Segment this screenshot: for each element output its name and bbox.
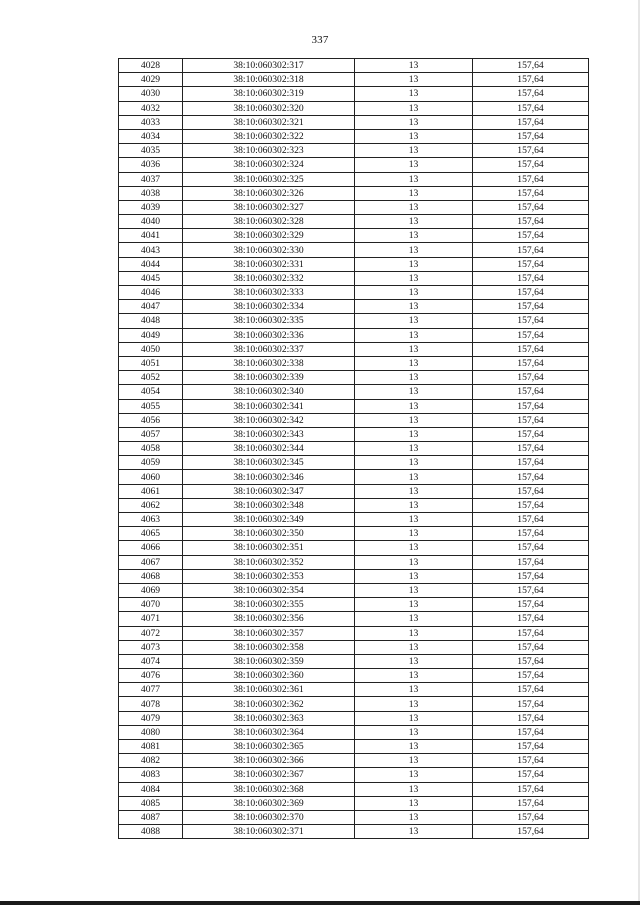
- table-row: [119, 129, 589, 143]
- value-cell: 157,64: [473, 356, 589, 370]
- value-cell: 157,64: [473, 101, 589, 115]
- value-cell: 157,64: [473, 385, 589, 399]
- row-number-cell: 4066: [119, 541, 183, 555]
- scan-bottom-band: [0, 901, 640, 905]
- table-row: [119, 711, 589, 725]
- value-cell: 157,64: [473, 583, 589, 597]
- cadastral-number-cell: 38:10:060302:347: [183, 484, 355, 498]
- row-number-cell: 4059: [119, 456, 183, 470]
- table-row: [119, 413, 589, 427]
- cadastral-number-cell: 38:10:060302:357: [183, 626, 355, 640]
- count-cell: 13: [355, 782, 473, 796]
- value-cell: 157,64: [473, 73, 589, 87]
- count-cell: 13: [355, 172, 473, 186]
- count-cell: 13: [355, 200, 473, 214]
- row-number-cell: 4035: [119, 144, 183, 158]
- table-row: [119, 725, 589, 739]
- table-row: [119, 825, 589, 839]
- cadastral-number-cell: 38:10:060302:362: [183, 697, 355, 711]
- cadastral-number-cell: 38:10:060302:342: [183, 413, 355, 427]
- cadastral-number-cell: 38:10:060302:319: [183, 87, 355, 101]
- count-cell: 13: [355, 356, 473, 370]
- cadastral-number-cell: 38:10:060302:345: [183, 456, 355, 470]
- value-cell: 157,64: [473, 427, 589, 441]
- value-cell: 157,64: [473, 513, 589, 527]
- value-cell: 157,64: [473, 271, 589, 285]
- cadastral-number-cell: 38:10:060302:339: [183, 371, 355, 385]
- table-row: [119, 186, 589, 200]
- cadastral-number-cell: 38:10:060302:356: [183, 612, 355, 626]
- value-cell: 157,64: [473, 626, 589, 640]
- table-row: [119, 669, 589, 683]
- table-row: [119, 385, 589, 399]
- value-cell: 157,64: [473, 782, 589, 796]
- value-cell: 157,64: [473, 498, 589, 512]
- count-cell: 13: [355, 342, 473, 356]
- row-number-cell: 4050: [119, 342, 183, 356]
- table-row: [119, 683, 589, 697]
- cadastral-number-cell: 38:10:060302:350: [183, 527, 355, 541]
- row-number-cell: 4085: [119, 796, 183, 810]
- count-cell: 13: [355, 683, 473, 697]
- table-row: [119, 215, 589, 229]
- cadastral-number-cell: 38:10:060302:371: [183, 825, 355, 839]
- table-row: [119, 555, 589, 569]
- table-row: [119, 399, 589, 413]
- value-cell: 157,64: [473, 754, 589, 768]
- count-cell: 13: [355, 527, 473, 541]
- cadastral-number-cell: 38:10:060302:327: [183, 200, 355, 214]
- value-cell: 157,64: [473, 711, 589, 725]
- table-row: [119, 314, 589, 328]
- row-number-cell: 4058: [119, 442, 183, 456]
- row-number-cell: 4032: [119, 101, 183, 115]
- value-cell: 157,64: [473, 115, 589, 129]
- cadastral-number-cell: 38:10:060302:318: [183, 73, 355, 87]
- row-number-cell: 4057: [119, 427, 183, 441]
- count-cell: 13: [355, 59, 473, 73]
- table-row: [119, 286, 589, 300]
- count-cell: 13: [355, 470, 473, 484]
- cadastral-number-cell: 38:10:060302:348: [183, 498, 355, 512]
- table-row: [119, 243, 589, 257]
- row-number-cell: 4052: [119, 371, 183, 385]
- value-cell: 157,64: [473, 484, 589, 498]
- row-number-cell: 4051: [119, 356, 183, 370]
- row-number-cell: 4036: [119, 158, 183, 172]
- value-cell: 157,64: [473, 796, 589, 810]
- value-cell: 157,64: [473, 555, 589, 569]
- cadastral-number-cell: 38:10:060302:352: [183, 555, 355, 569]
- parcel-table-body: [119, 59, 589, 839]
- table-row: [119, 342, 589, 356]
- cadastral-number-cell: 38:10:060302:341: [183, 399, 355, 413]
- cadastral-number-cell: 38:10:060302:323: [183, 144, 355, 158]
- table-row: [119, 371, 589, 385]
- value-cell: 157,64: [473, 59, 589, 73]
- cadastral-number-cell: 38:10:060302:359: [183, 654, 355, 668]
- value-cell: 157,64: [473, 569, 589, 583]
- cadastral-number-cell: 38:10:060302:358: [183, 640, 355, 654]
- cadastral-number-cell: 38:10:060302:344: [183, 442, 355, 456]
- cadastral-number-cell: 38:10:060302:340: [183, 385, 355, 399]
- row-number-cell: 4038: [119, 186, 183, 200]
- count-cell: 13: [355, 513, 473, 527]
- table-row: [119, 569, 589, 583]
- value-cell: 157,64: [473, 810, 589, 824]
- value-cell: 157,64: [473, 683, 589, 697]
- table-row: [119, 456, 589, 470]
- table-row: [119, 612, 589, 626]
- count-cell: 13: [355, 825, 473, 839]
- table-row: [119, 527, 589, 541]
- count-cell: 13: [355, 626, 473, 640]
- count-cell: 13: [355, 144, 473, 158]
- value-cell: 157,64: [473, 456, 589, 470]
- table-row: [119, 498, 589, 512]
- value-cell: 157,64: [473, 399, 589, 413]
- value-cell: 157,64: [473, 243, 589, 257]
- table-row: [119, 768, 589, 782]
- table-row: [119, 101, 589, 115]
- count-cell: 13: [355, 129, 473, 143]
- count-cell: 13: [355, 697, 473, 711]
- value-cell: 157,64: [473, 725, 589, 739]
- row-number-cell: 4049: [119, 328, 183, 342]
- table-row: [119, 470, 589, 484]
- row-number-cell: 4065: [119, 527, 183, 541]
- table-row: [119, 328, 589, 342]
- table-row: [119, 427, 589, 441]
- table-row: [119, 300, 589, 314]
- row-number-cell: 4048: [119, 314, 183, 328]
- value-cell: 157,64: [473, 541, 589, 555]
- table-row: [119, 626, 589, 640]
- row-number-cell: 4067: [119, 555, 183, 569]
- row-number-cell: 4043: [119, 243, 183, 257]
- parcel-table: [118, 58, 589, 839]
- row-number-cell: 4040: [119, 215, 183, 229]
- table-row: [119, 59, 589, 73]
- cadastral-number-cell: 38:10:060302:369: [183, 796, 355, 810]
- cadastral-number-cell: 38:10:060302:351: [183, 541, 355, 555]
- table-row: [119, 200, 589, 214]
- count-cell: 13: [355, 796, 473, 810]
- count-cell: 13: [355, 101, 473, 115]
- value-cell: 157,64: [473, 612, 589, 626]
- cadastral-number-cell: 38:10:060302:333: [183, 286, 355, 300]
- row-number-cell: 4073: [119, 640, 183, 654]
- table-row: [119, 271, 589, 285]
- cadastral-number-cell: 38:10:060302:334: [183, 300, 355, 314]
- cadastral-number-cell: 38:10:060302:338: [183, 356, 355, 370]
- row-number-cell: 4044: [119, 257, 183, 271]
- cadastral-number-cell: 38:10:060302:364: [183, 725, 355, 739]
- table-row: [119, 640, 589, 654]
- cadastral-number-cell: 38:10:060302:332: [183, 271, 355, 285]
- value-cell: 157,64: [473, 87, 589, 101]
- page-number: 337: [311, 34, 329, 46]
- value-cell: 157,64: [473, 413, 589, 427]
- count-cell: 13: [355, 598, 473, 612]
- count-cell: 13: [355, 442, 473, 456]
- row-number-cell: 4087: [119, 810, 183, 824]
- count-cell: 13: [355, 215, 473, 229]
- row-number-cell: 4034: [119, 129, 183, 143]
- table-row: [119, 172, 589, 186]
- row-number-cell: 4029: [119, 73, 183, 87]
- cadastral-number-cell: 38:10:060302:324: [183, 158, 355, 172]
- table-row: [119, 754, 589, 768]
- count-cell: 13: [355, 669, 473, 683]
- table-row: [119, 513, 589, 527]
- row-number-cell: 4030: [119, 87, 183, 101]
- count-cell: 13: [355, 768, 473, 782]
- value-cell: 157,64: [473, 740, 589, 754]
- count-cell: 13: [355, 371, 473, 385]
- row-number-cell: 4039: [119, 200, 183, 214]
- count-cell: 13: [355, 158, 473, 172]
- row-number-cell: 4080: [119, 725, 183, 739]
- row-number-cell: 4074: [119, 654, 183, 668]
- table-row: [119, 158, 589, 172]
- cadastral-number-cell: 38:10:060302:349: [183, 513, 355, 527]
- table-row: [119, 598, 589, 612]
- value-cell: 157,64: [473, 144, 589, 158]
- row-number-cell: 4070: [119, 598, 183, 612]
- row-number-cell: 4061: [119, 484, 183, 498]
- count-cell: 13: [355, 257, 473, 271]
- table-row: [119, 73, 589, 87]
- count-cell: 13: [355, 300, 473, 314]
- row-number-cell: 4045: [119, 271, 183, 285]
- value-cell: 157,64: [473, 598, 589, 612]
- cadastral-number-cell: 38:10:060302:368: [183, 782, 355, 796]
- cadastral-number-cell: 38:10:060302:322: [183, 129, 355, 143]
- row-number-cell: 4068: [119, 569, 183, 583]
- count-cell: 13: [355, 413, 473, 427]
- value-cell: 157,64: [473, 527, 589, 541]
- row-number-cell: 4079: [119, 711, 183, 725]
- count-cell: 13: [355, 555, 473, 569]
- value-cell: 157,64: [473, 640, 589, 654]
- cadastral-number-cell: 38:10:060302:355: [183, 598, 355, 612]
- count-cell: 13: [355, 654, 473, 668]
- cadastral-number-cell: 38:10:060302:325: [183, 172, 355, 186]
- count-cell: 13: [355, 115, 473, 129]
- count-cell: 13: [355, 484, 473, 498]
- cadastral-number-cell: 38:10:060302:361: [183, 683, 355, 697]
- count-cell: 13: [355, 569, 473, 583]
- row-number-cell: 4046: [119, 286, 183, 300]
- table-row: [119, 257, 589, 271]
- value-cell: 157,64: [473, 470, 589, 484]
- row-number-cell: 4071: [119, 612, 183, 626]
- cadastral-number-cell: 38:10:060302:328: [183, 215, 355, 229]
- row-number-cell: 4041: [119, 229, 183, 243]
- value-cell: 157,64: [473, 768, 589, 782]
- count-cell: 13: [355, 583, 473, 597]
- value-cell: 157,64: [473, 442, 589, 456]
- cadastral-number-cell: 38:10:060302:346: [183, 470, 355, 484]
- row-number-cell: 4054: [119, 385, 183, 399]
- row-number-cell: 4076: [119, 669, 183, 683]
- value-cell: 157,64: [473, 342, 589, 356]
- table-row: [119, 654, 589, 668]
- count-cell: 13: [355, 385, 473, 399]
- cadastral-number-cell: 38:10:060302:354: [183, 583, 355, 597]
- row-number-cell: 4033: [119, 115, 183, 129]
- count-cell: 13: [355, 456, 473, 470]
- value-cell: 157,64: [473, 186, 589, 200]
- cadastral-number-cell: 38:10:060302:335: [183, 314, 355, 328]
- count-cell: 13: [355, 73, 473, 87]
- cadastral-number-cell: 38:10:060302:331: [183, 257, 355, 271]
- row-number-cell: 4062: [119, 498, 183, 512]
- value-cell: 157,64: [473, 328, 589, 342]
- table-row: [119, 87, 589, 101]
- count-cell: 13: [355, 498, 473, 512]
- row-number-cell: 4069: [119, 583, 183, 597]
- row-number-cell: 4077: [119, 683, 183, 697]
- cadastral-number-cell: 38:10:060302:326: [183, 186, 355, 200]
- cadastral-number-cell: 38:10:060302:363: [183, 711, 355, 725]
- row-number-cell: 4055: [119, 399, 183, 413]
- row-number-cell: 4088: [119, 825, 183, 839]
- value-cell: 157,64: [473, 257, 589, 271]
- row-number-cell: 4037: [119, 172, 183, 186]
- table-row: [119, 144, 589, 158]
- table-row: [119, 796, 589, 810]
- count-cell: 13: [355, 87, 473, 101]
- count-cell: 13: [355, 314, 473, 328]
- row-number-cell: 4072: [119, 626, 183, 640]
- row-number-cell: 4056: [119, 413, 183, 427]
- table-row: [119, 810, 589, 824]
- value-cell: 157,64: [473, 129, 589, 143]
- value-cell: 157,64: [473, 229, 589, 243]
- table-row: [119, 356, 589, 370]
- cadastral-number-cell: 38:10:060302:367: [183, 768, 355, 782]
- count-cell: 13: [355, 612, 473, 626]
- value-cell: 157,64: [473, 654, 589, 668]
- cadastral-number-cell: 38:10:060302:366: [183, 754, 355, 768]
- count-cell: 13: [355, 810, 473, 824]
- count-cell: 13: [355, 271, 473, 285]
- count-cell: 13: [355, 286, 473, 300]
- count-cell: 13: [355, 754, 473, 768]
- value-cell: 157,64: [473, 825, 589, 839]
- value-cell: 157,64: [473, 158, 589, 172]
- count-cell: 13: [355, 243, 473, 257]
- row-number-cell: 4082: [119, 754, 183, 768]
- table-row: [119, 740, 589, 754]
- cadastral-number-cell: 38:10:060302:329: [183, 229, 355, 243]
- row-number-cell: 4047: [119, 300, 183, 314]
- count-cell: 13: [355, 740, 473, 754]
- cadastral-number-cell: 38:10:060302:336: [183, 328, 355, 342]
- count-cell: 13: [355, 711, 473, 725]
- cadastral-number-cell: 38:10:060302:337: [183, 342, 355, 356]
- row-number-cell: 4078: [119, 697, 183, 711]
- count-cell: 13: [355, 725, 473, 739]
- cadastral-number-cell: 38:10:060302:365: [183, 740, 355, 754]
- table-row: [119, 442, 589, 456]
- cadastral-number-cell: 38:10:060302:320: [183, 101, 355, 115]
- cadastral-number-cell: 38:10:060302:317: [183, 59, 355, 73]
- value-cell: 157,64: [473, 200, 589, 214]
- cadastral-number-cell: 38:10:060302:343: [183, 427, 355, 441]
- value-cell: 157,64: [473, 314, 589, 328]
- row-number-cell: 4028: [119, 59, 183, 73]
- table-row: [119, 583, 589, 597]
- value-cell: 157,64: [473, 300, 589, 314]
- count-cell: 13: [355, 399, 473, 413]
- count-cell: 13: [355, 229, 473, 243]
- value-cell: 157,64: [473, 669, 589, 683]
- cadastral-number-cell: 38:10:060302:353: [183, 569, 355, 583]
- table-row: [119, 115, 589, 129]
- cadastral-number-cell: 38:10:060302:360: [183, 669, 355, 683]
- count-cell: 13: [355, 541, 473, 555]
- row-number-cell: 4083: [119, 768, 183, 782]
- value-cell: 157,64: [473, 286, 589, 300]
- count-cell: 13: [355, 427, 473, 441]
- count-cell: 13: [355, 640, 473, 654]
- cadastral-number-cell: 38:10:060302:370: [183, 810, 355, 824]
- table-row: [119, 484, 589, 498]
- table-row: [119, 229, 589, 243]
- row-number-cell: 4084: [119, 782, 183, 796]
- row-number-cell: 4063: [119, 513, 183, 527]
- value-cell: 157,64: [473, 172, 589, 186]
- value-cell: 157,64: [473, 371, 589, 385]
- count-cell: 13: [355, 186, 473, 200]
- table-row: [119, 782, 589, 796]
- value-cell: 157,64: [473, 215, 589, 229]
- cadastral-number-cell: 38:10:060302:330: [183, 243, 355, 257]
- table-row: [119, 697, 589, 711]
- row-number-cell: 4081: [119, 740, 183, 754]
- row-number-cell: 4060: [119, 470, 183, 484]
- table-row: [119, 541, 589, 555]
- cadastral-number-cell: 38:10:060302:321: [183, 115, 355, 129]
- value-cell: 157,64: [473, 697, 589, 711]
- count-cell: 13: [355, 328, 473, 342]
